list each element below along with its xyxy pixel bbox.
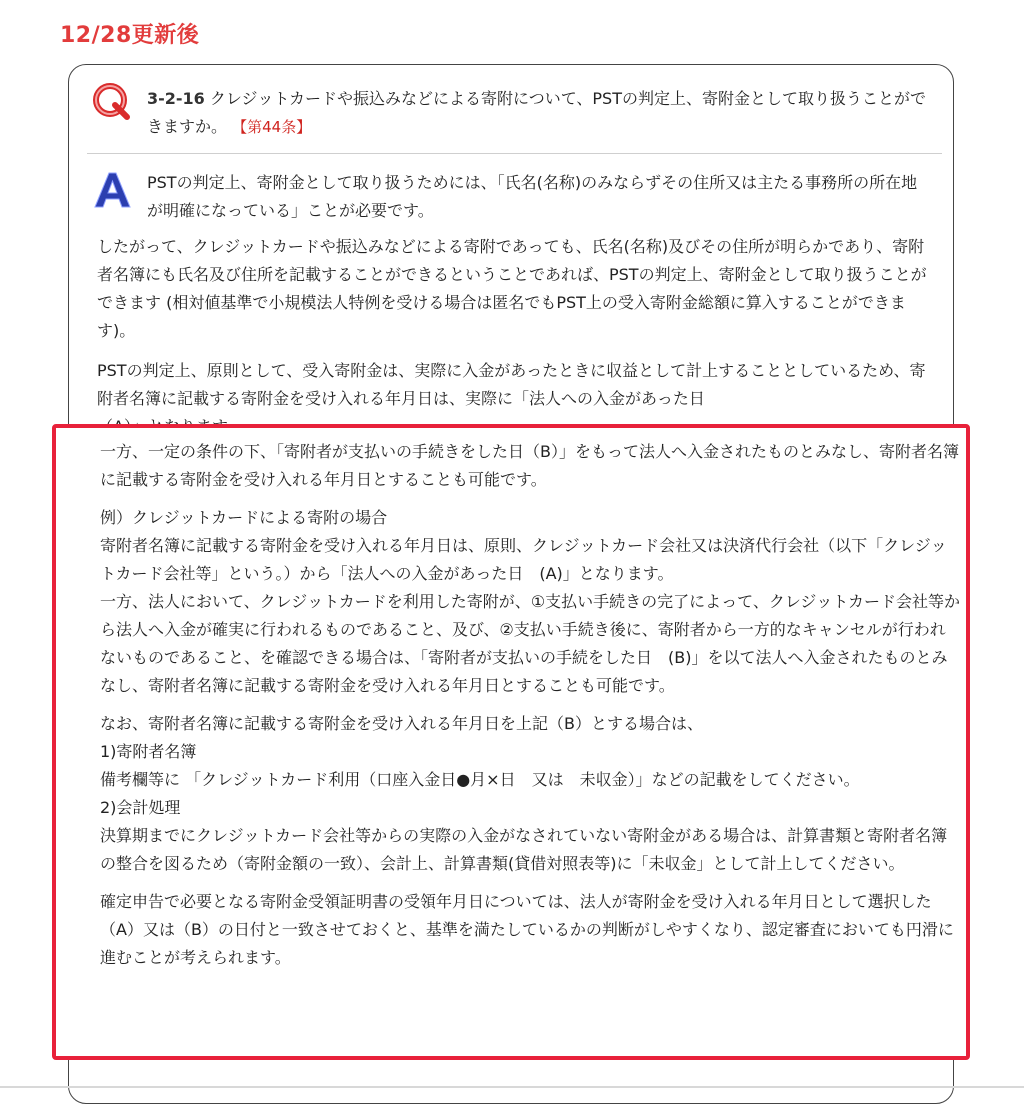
example-title: 例）クレジットカードによる寄附の場合: [100, 508, 388, 527]
answer-lead: PSTの判定上、寄附金として取り扱うためには、「氏名(名称)のみならずその住所又は主たる事務所の所在地が明確になっている」ことが必要です。: [147, 173, 918, 220]
note-1-body: 備考欄等に 「クレジットカード利用（口座入金日●月×日 又は 未収金）」などの記載をしてください。: [100, 770, 860, 789]
answer-paragraph-2: [97, 357, 937, 433]
note-block: [100, 710, 960, 878]
update-label: 12/28更新後: [60, 23, 200, 48]
q-icon: [91, 81, 133, 123]
highlighted-section: [52, 424, 970, 1060]
question-text: [147, 85, 937, 141]
note-intro: なお、寄附者名簿に記載する寄附金を受け入れる年月日を上記（B）とする場合は、: [100, 714, 703, 733]
note-2-body: 決算期までにクレジットカード会社等からの実際の入金がなされていない寄附金がある場合は、計算書類と寄附者名簿の整合を図るため（寄附金額の一致）、会計上、計算書類(貸借対照表等)に「未収金」として計上してください。: [100, 826, 948, 873]
example-body-2: 一方、法人において、クレジットカードを利用した寄附が、①支払い手続きの完了によって、クレジットカード会社等から法人へ入金が確実に行われるものであること、及び、②支払い手続き後に、寄附者から一方的なキャンセルが行われないものであること、を確認できる場合は、「寄附者が支払いの手続をした日 (B)」を以て法人へ入金されたものとみなし、寄附者名簿に記載する寄附金を受け入れる年月日とすることも可能です。: [100, 592, 960, 695]
question-body: クレジットカードや振込みなどによる寄附について、PSTの判定上、寄附金として取り扱うことができますか。: [147, 89, 926, 136]
page-bottom-divider: [0, 1086, 1024, 1088]
closing-paragraph: 確定申告で必要となる寄附金受領証明書の受領年月日については、法人が寄附金を受け入れる年月日として選択した（A）又は（B）の日付と一致させておくと、基準を満たしているかの判断がしやすくなり、認定審査においても円滑に進むことが考えられます。: [100, 892, 954, 967]
highlight-paragraph-1: 一方、一定の条件の下、「寄附者が支払いの手続きをした日（B）」をもって法人へ入金されたものとみなし、寄附者名簿に記載する寄附金を受け入れる年月日とすることも可能です。: [100, 442, 959, 489]
article-reference: 【第44条】: [232, 118, 312, 136]
answer-paragraph-2-text: PSTの判定上、原則として、受入寄附金は、実際に入金があったときに収益として計上することとしているため、寄附者名簿に記載する寄附金を受け入れる年月日は、実際に「法人への入金があった日: [97, 361, 926, 408]
question-number: 3-2-16: [147, 89, 205, 108]
note-2-title: 2)会計処理: [100, 798, 181, 817]
answer-paragraph-1: したがって、クレジットカードや振込みなどによる寄附であっても、氏名(名称)及びその住所が明らかであり、寄附者名簿にも氏名及び住所を記載することができるということであれば、PSTの判定上、寄附金として取り扱うことができます (相対値基準で小規模法人特例を受ける場合は匿名でもPST上の受入寄附金総額に算入することができます)。: [97, 237, 927, 340]
note-1-title: 1)寄附者名簿: [100, 742, 197, 761]
a-icon: [91, 169, 133, 211]
divider: [87, 153, 942, 154]
example-block: [100, 504, 960, 700]
example-body-1: 寄附者名簿に記載する寄附金を受け入れる年月日は、原則、クレジットカード会社又は決済代行会社（以下「クレジットカード会社等」という。）から「法人への入金があった日 (A)」となります。: [100, 536, 947, 583]
